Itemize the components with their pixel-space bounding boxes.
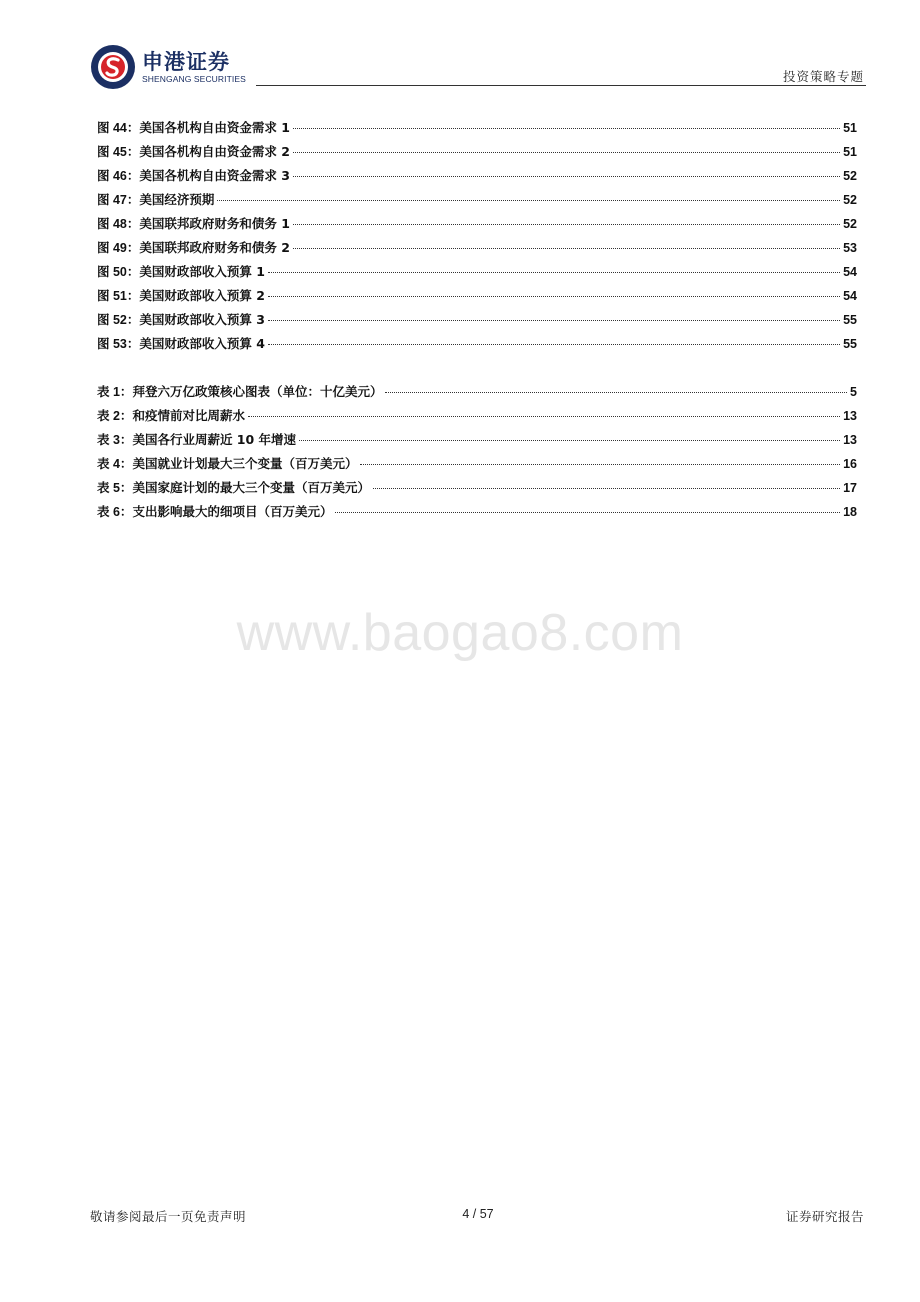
toc-entry-title: 和疫情前对比周薪水 [132, 408, 245, 423]
toc-entry[interactable] [97, 188, 857, 212]
toc-entry-title: 美国财政部收入预算 1 [139, 264, 265, 279]
toc-entry-title: 美国联邦政府财务和债务 2 [139, 240, 290, 255]
toc-entry-number: 图 45： [97, 145, 140, 159]
toc-leader-dots [293, 128, 840, 129]
toc-entry-page: 13 [843, 409, 857, 423]
toc-leader-dots [385, 392, 847, 393]
toc-leader-dots [217, 200, 840, 201]
toc-entry-title: 拜登六万亿政策核心图表（单位：十亿美元） [132, 384, 383, 399]
toc-leader-dots [373, 488, 840, 489]
toc-entry[interactable] [97, 260, 857, 284]
toc-entry-title: 美国家庭计划的最大三个变量（百万美元） [132, 480, 370, 495]
toc-entry-title: 美国经济预期 [139, 192, 215, 207]
toc-entry[interactable] [97, 236, 857, 260]
toc-entry[interactable] [97, 404, 857, 428]
brand-name-cn: 申港证券 [142, 50, 230, 74]
toc-entry-title: 美国财政部收入预算 2 [139, 288, 265, 303]
shengang-logo-icon [90, 44, 136, 90]
toc-entry-title: 美国各行业周薪近 10 年增速 [132, 432, 297, 447]
toc-leader-dots [268, 320, 840, 321]
toc-entry-number: 表 4： [97, 457, 133, 471]
disclaimer-note: 敬请参阅最后一页免责声明 [90, 1209, 247, 1224]
toc-entry-title: 支出影响最大的细项目（百万美元） [132, 504, 333, 519]
toc-leader-dots [293, 224, 840, 225]
toc-entry-number: 表 3： [97, 433, 133, 447]
toc-entry-page: 52 [843, 169, 857, 183]
toc-entry[interactable] [97, 380, 857, 404]
toc-entry-page: 55 [843, 337, 857, 351]
toc-entry-page: 51 [843, 121, 857, 135]
toc-leader-dots [335, 512, 840, 513]
toc-entry-number: 图 46： [97, 169, 140, 183]
toc-entry[interactable] [97, 476, 857, 500]
toc-entry-number: 图 44： [97, 121, 140, 135]
toc-entry-number: 表 1： [97, 385, 133, 399]
watermark: www.baogao8.com [236, 604, 684, 662]
toc-entry[interactable] [97, 500, 857, 524]
toc-entry[interactable] [97, 140, 857, 164]
toc-entry-title: 美国各机构自由资金需求 1 [139, 120, 290, 135]
toc-entry-title: 美国各机构自由资金需求 2 [139, 144, 290, 159]
toc-entry-page: 52 [843, 217, 857, 231]
toc-leader-dots [268, 296, 840, 297]
toc-leader-dots [293, 176, 840, 177]
toc-leader-dots [248, 416, 840, 417]
page-number: 4 / 57 [462, 1207, 494, 1221]
toc-entry[interactable] [97, 164, 857, 188]
toc-entry-number: 图 47： [97, 193, 140, 207]
toc-entry[interactable] [97, 212, 857, 236]
toc-entry-number: 图 52： [97, 313, 140, 327]
toc-leader-dots [299, 440, 840, 441]
toc-entry-number: 图 51： [97, 289, 140, 303]
toc-entry-page: 55 [843, 313, 857, 327]
toc-entry[interactable] [97, 332, 857, 356]
toc-entry[interactable] [97, 428, 857, 452]
toc-entry-number: 图 48： [97, 217, 140, 231]
toc-entry-title: 美国财政部收入预算 3 [139, 312, 265, 327]
toc-entry-number: 表 2： [97, 409, 133, 423]
toc-entry-title: 美国财政部收入预算 4 [139, 336, 265, 351]
toc-entry-page: 17 [843, 481, 857, 495]
header-divider [256, 85, 866, 86]
toc-entry-page: 51 [843, 145, 857, 159]
toc-entry-number: 图 49： [97, 241, 140, 255]
toc-leader-dots [360, 464, 840, 465]
toc-entry-number: 图 53： [97, 337, 140, 351]
toc-leader-dots [268, 344, 840, 345]
toc-entry-number: 表 6： [97, 505, 133, 519]
page-header [90, 44, 866, 88]
toc-leader-dots [268, 272, 840, 273]
toc-entry-page: 54 [843, 289, 857, 303]
toc-entry[interactable] [97, 452, 857, 476]
toc-leader-dots [293, 248, 840, 249]
toc-entry-page: 54 [843, 265, 857, 279]
report-type: 投资策略专题 [782, 69, 864, 84]
toc-entry-title: 美国联邦政府财务和债务 1 [139, 216, 290, 231]
toc-entry-title: 美国各机构自由资金需求 3 [139, 168, 290, 183]
toc-entry-page: 13 [843, 433, 857, 447]
toc-entry-page: 18 [843, 505, 857, 519]
report-category: 证券研究报告 [785, 1209, 864, 1224]
toc-entry-page: 52 [843, 193, 857, 207]
toc-leader-dots [293, 152, 840, 153]
toc-list [97, 116, 857, 524]
toc-entry[interactable] [97, 284, 857, 308]
toc-entry-title: 美国就业计划最大三个变量（百万美元） [132, 456, 358, 471]
brand-name-en: SHENGANG SECURITIES [142, 74, 246, 84]
toc-section-gap [97, 356, 857, 380]
toc-entry[interactable] [97, 308, 857, 332]
toc-entry[interactable] [97, 116, 857, 140]
toc-entry-number: 图 50： [97, 265, 140, 279]
toc-entry-number: 表 5： [97, 481, 133, 495]
toc-entry-page: 5 [850, 385, 857, 399]
toc-entry-page: 16 [843, 457, 857, 471]
toc-entry-page: 53 [843, 241, 857, 255]
